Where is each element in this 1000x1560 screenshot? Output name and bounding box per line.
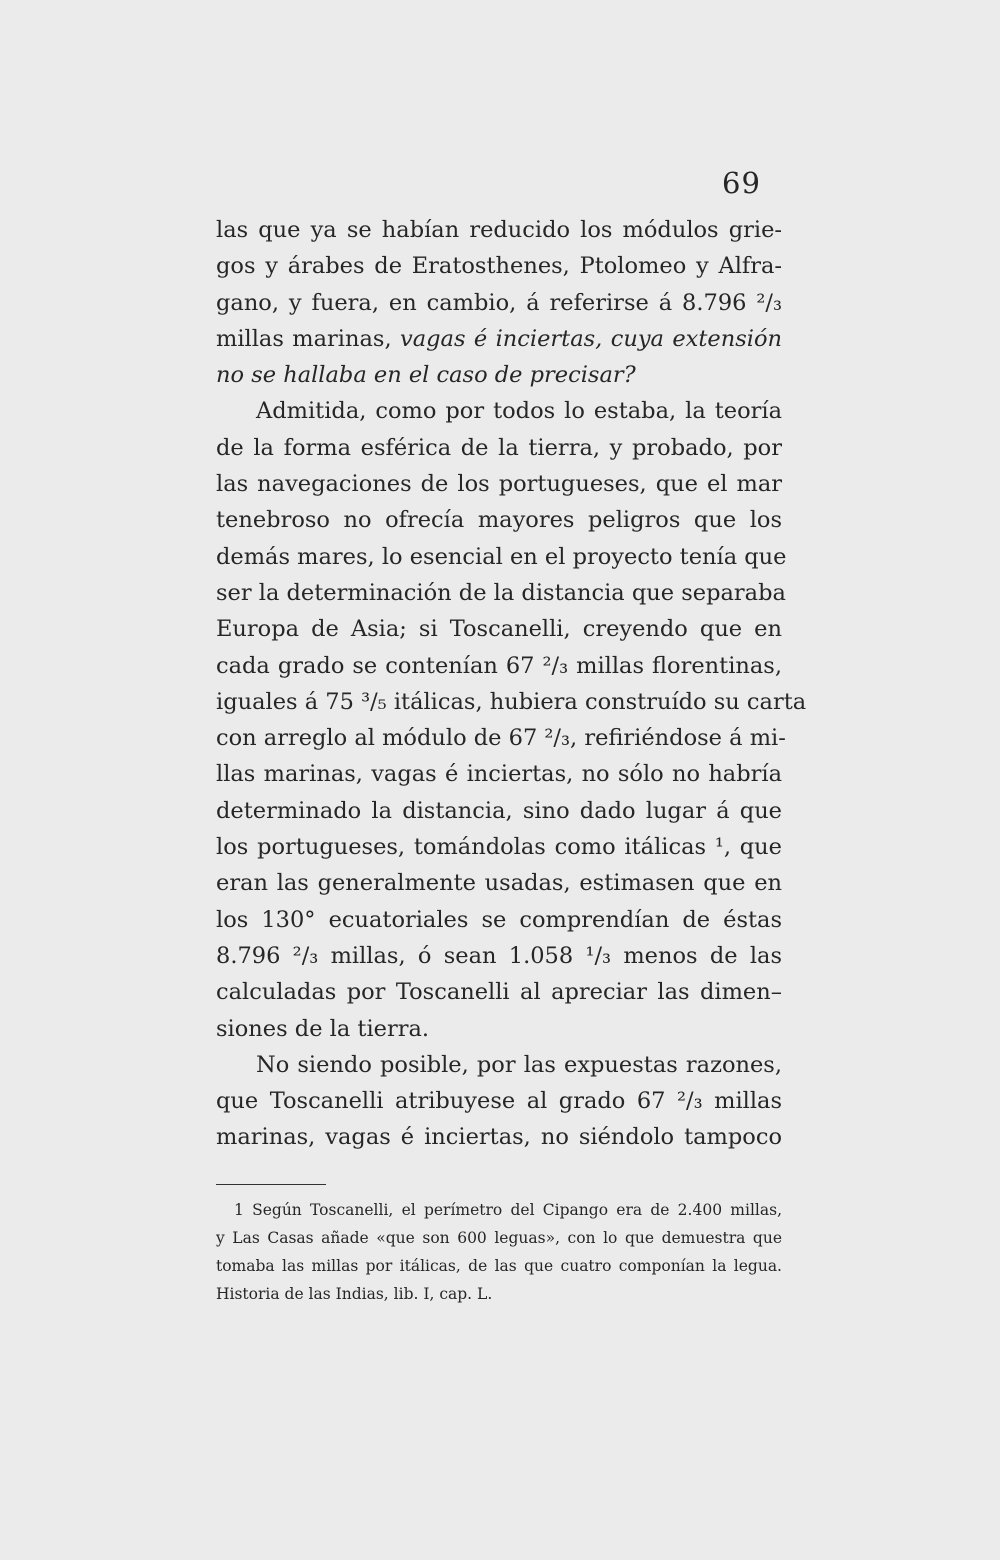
body-line: Admitida, como por todos lo estaba, la teoría — [256, 398, 782, 425]
body-line: las que ya se habían reducido los módulos grie- — [216, 217, 782, 243]
page-number: 69 — [722, 166, 761, 200]
footnote-line: tomaba las millas por itálicas, de las que cuatro componían la legua. — [216, 1257, 782, 1275]
footnote-line: y Las Casas añade «que son 600 leguas», con lo que demuestra que — [216, 1229, 782, 1247]
body-line: iguales á 75 ³/₅ itálicas, hubiera construído su carta — [216, 688, 807, 715]
body-line: no se hallaba en el caso de precisar? — [216, 362, 636, 389]
footnote-divider — [216, 1184, 326, 1185]
body-line: cada grado se contenían 67 ²/₃ millas florentinas, — [216, 652, 782, 679]
body-line: ser la determinación de la distancia que separaba — [216, 579, 786, 606]
body-line: las navegaciones de los portugueses, que el mar — [216, 471, 782, 498]
body-line: los portugueses, tomándolas como itálicas ¹, que — [216, 834, 782, 861]
body-line: millas marinas, vagas é inciertas, cuya extensión — [216, 325, 782, 352]
body-line: los 130° ecuatoriales se comprendían de éstas — [216, 906, 782, 933]
body-line: de la forma esférica de la tierra, y probado, por — [216, 434, 782, 461]
body-line: gano, y fuera, en cambio, á referirse á 8.796 ²/₃ — [216, 289, 782, 316]
body-line: que Toscanelli atribuyese al grado 67 ²/₃ millas — [216, 1088, 782, 1115]
body-line: marinas, vagas é inciertas, no siéndolo tampoco — [216, 1124, 782, 1151]
body-line: determinado la distancia, sino dado lugar á que — [216, 797, 782, 824]
body-line: gos y árabes de Eratosthenes, Ptolomeo y Alfra- — [216, 253, 782, 280]
body-line: tenebroso no ofrecía mayores peligros que los — [216, 507, 782, 534]
footnote — [216, 1196, 782, 1308]
body-text — [216, 212, 807, 1156]
body-line: siones de la tierra. — [216, 1015, 430, 1042]
body-line: demás mares, lo esencial en el proyecto tenía que — [216, 543, 787, 570]
body-line: llas marinas, vagas é inciertas, no sólo no habría — [216, 761, 782, 788]
body-line: con arreglo al módulo de 67 ²/₃, refiriéndose á mi- — [216, 725, 786, 752]
body-line: 8.796 ²/₃ millas, ó sean 1.058 ¹/₃ menos de las — [216, 942, 782, 969]
body-line: Europa de Asia; si Toscanelli, creyendo que en — [216, 616, 782, 643]
italic-phrase: vagas é inciertas, cuya extensión — [400, 325, 782, 352]
footnote-line: 1 Según Toscanelli, el perímetro del Cipango era de 2.400 millas, — [234, 1201, 782, 1219]
body-line: No siendo posible, por las expuestas razones, — [256, 1051, 782, 1078]
footnote-line: Historia de las Indias, lib. I, cap. L. — [216, 1285, 493, 1303]
body-line: eran las generalmente usadas, estimasen que en — [216, 870, 782, 897]
body-line: calculadas por Toscanelli al apreciar las dimen– — [216, 979, 782, 1006]
